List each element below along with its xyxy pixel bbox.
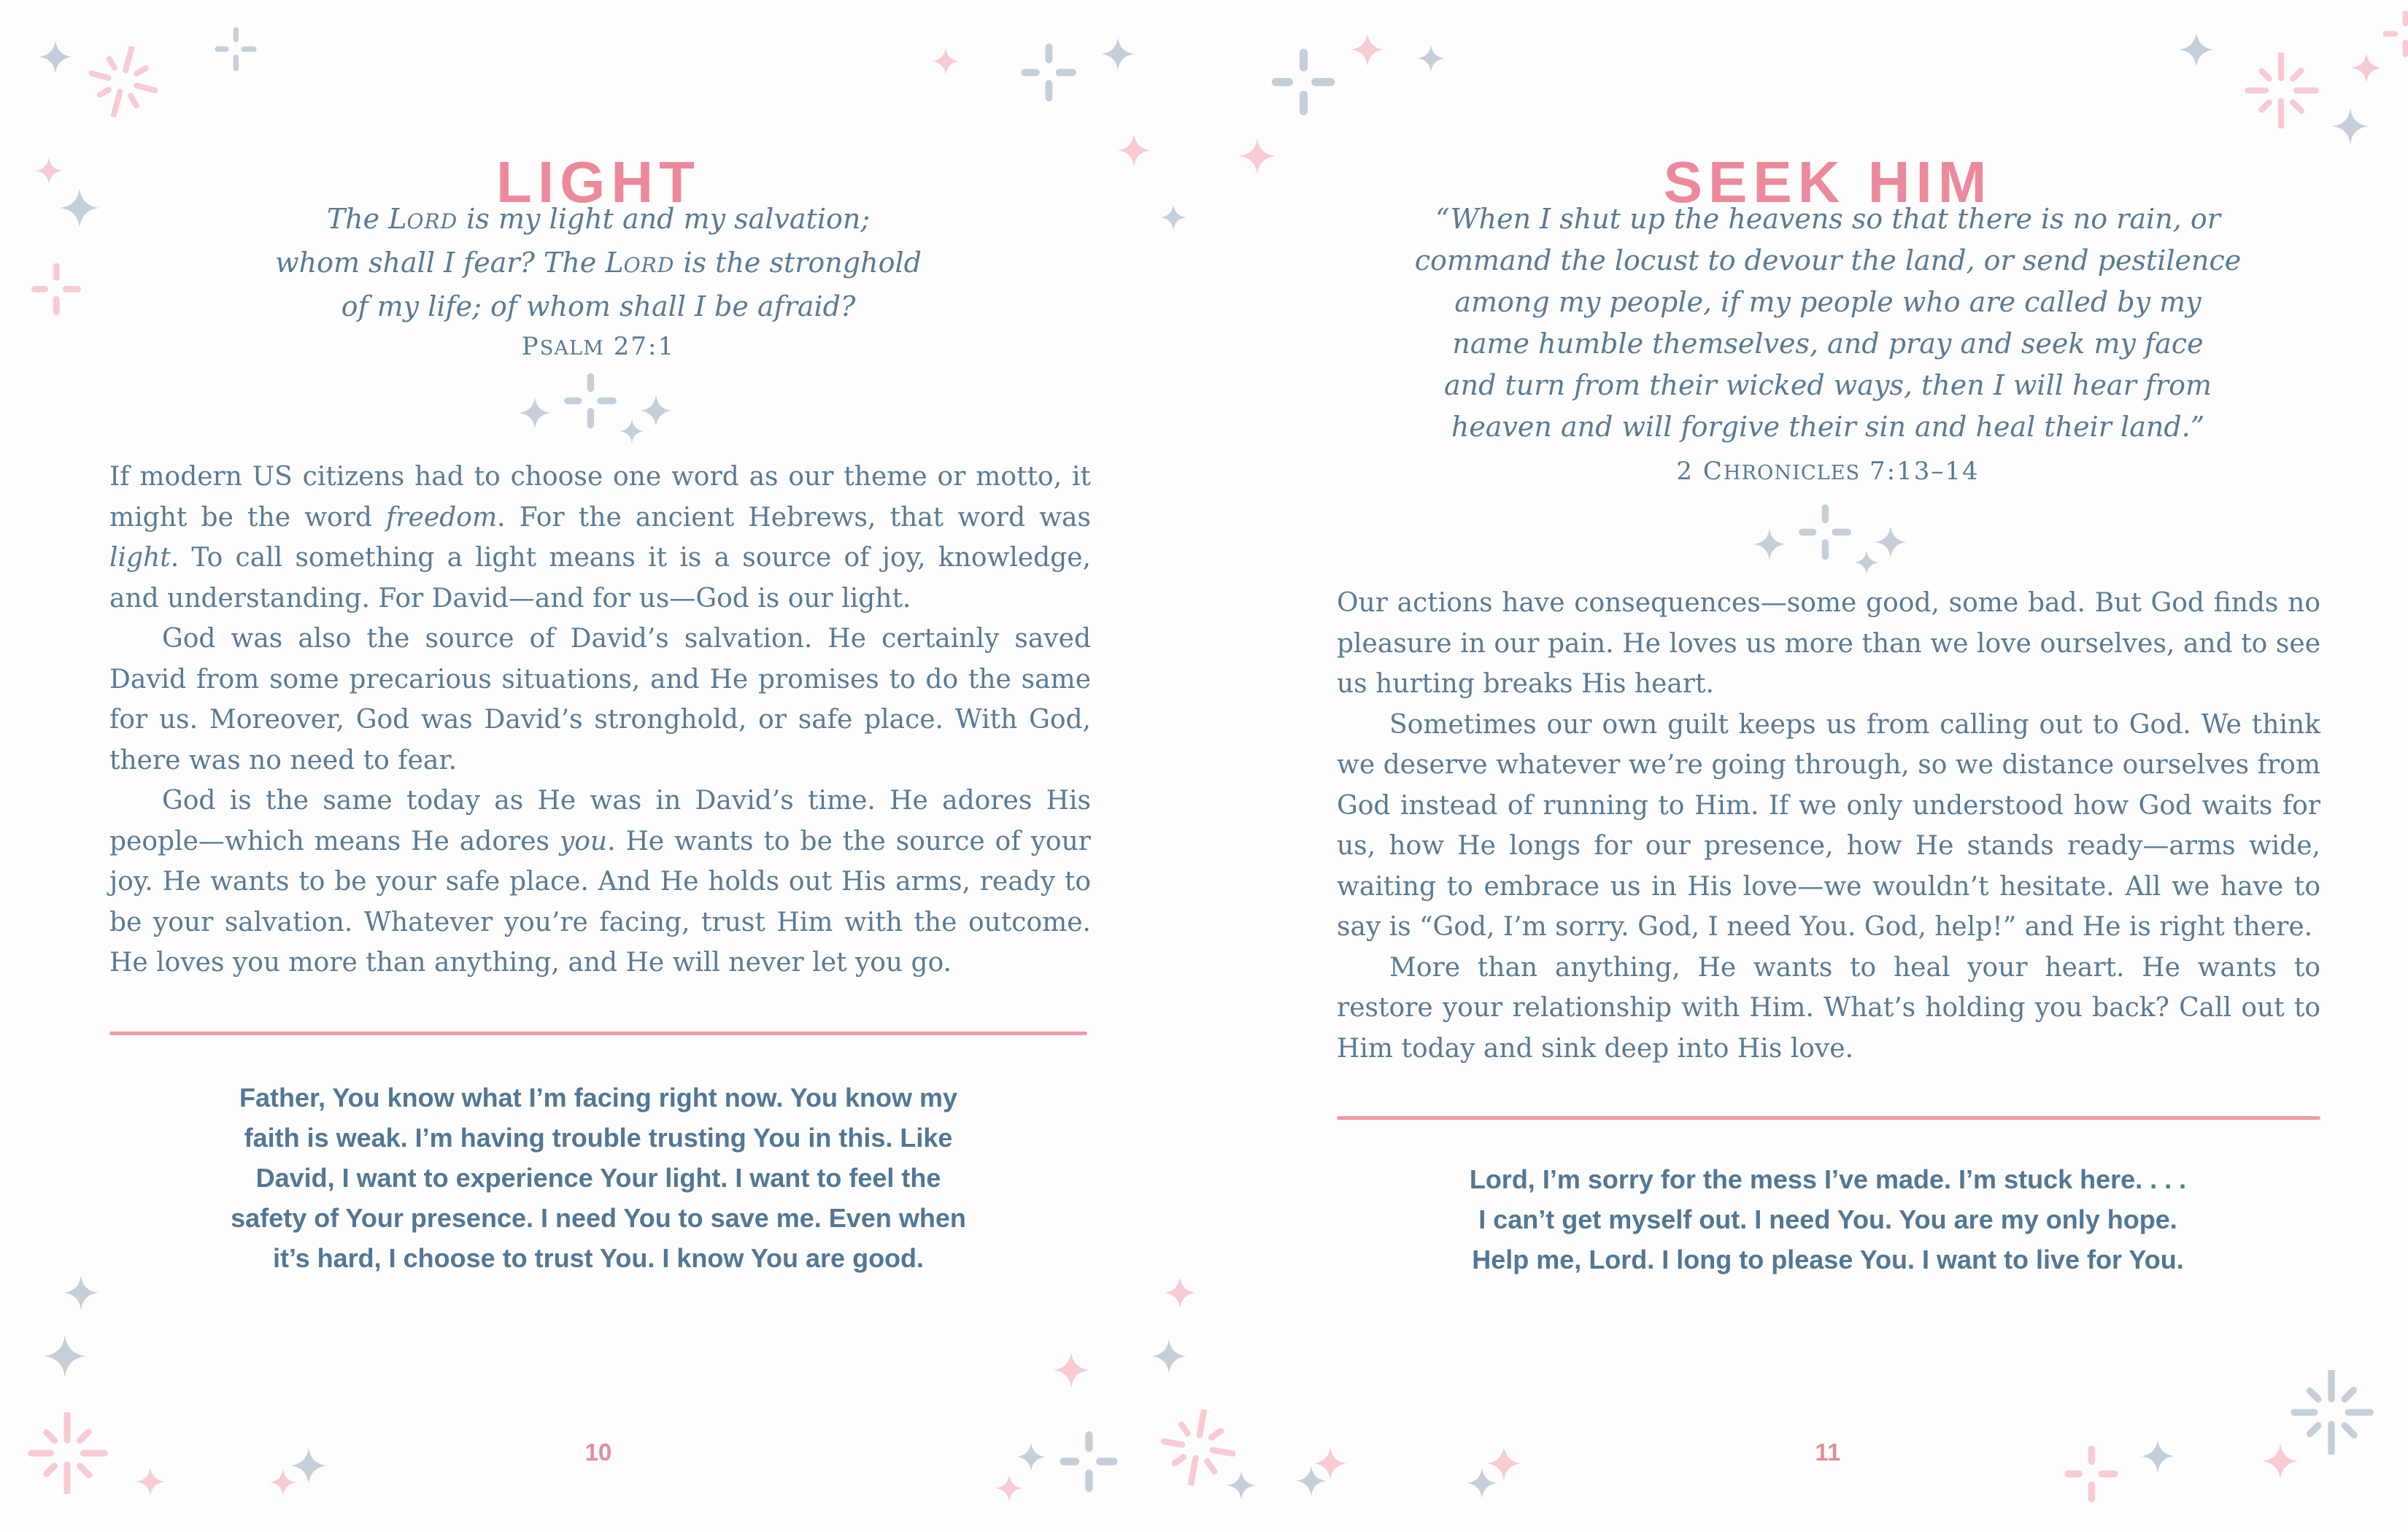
text-line: it’s hard, I choose to trust You. I know You are good.	[272, 1243, 925, 1273]
text-line	[1313, 282, 2342, 323]
star4-sparkle-icon	[2179, 32, 2214, 67]
text-segment: “When I shut up the heavens so that there is no rain, or	[1435, 203, 2220, 235]
text-segment: 7:13–14	[1860, 457, 1980, 486]
star4-sparkle-icon	[2332, 108, 2369, 144]
body-paragraph	[1337, 705, 2320, 948]
star4-sparkle-icon	[44, 1335, 86, 1377]
left-divider-rule	[109, 1032, 1087, 1035]
body-paragraph	[1337, 583, 2320, 705]
body-paragraph	[1337, 948, 2320, 1069]
text-line	[109, 198, 1087, 242]
text-segment: HRONICLES	[1723, 462, 1861, 484]
star4-sparkle-icon	[519, 397, 551, 429]
text-segment: heaven and will forgive their sin and heal their land.”	[1451, 411, 2205, 443]
star4-sparkle-icon	[39, 40, 72, 74]
text-segment: . He wants to be the source of your joy. He wants to be your safe place. And He holds out His arms, ready to be your salvation. Whatever you’re facing, trust Him with the outcome. He loves you more than anything, and He will never let you go.	[109, 826, 1091, 978]
text-segment: and turn from their wicked ways, then I will hear from	[1444, 369, 2212, 401]
star4-sparkle-icon	[1467, 1468, 1497, 1498]
text-segment: ORD	[623, 253, 675, 277]
star4-sparkle-icon	[60, 188, 99, 228]
text-line	[109, 242, 1087, 286]
text-segment: whom shall I fear? The L	[275, 247, 624, 279]
text-line: David, I want to experience Your light. I want to feel the	[255, 1163, 941, 1193]
text-segment: name humble themselves, and pray and seek my face	[1452, 328, 2204, 360]
right-page-title: SEEK HIM	[1663, 149, 1993, 214]
text-segment: of my life; of whom shall I be afraid?	[341, 290, 856, 322]
left-page-title: LIGHT	[496, 149, 701, 214]
right-scripture-quote	[1313, 198, 2342, 448]
text-segment: The L	[326, 203, 407, 235]
body-paragraph	[109, 457, 1091, 619]
star4-sparkle-icon	[1053, 1352, 1089, 1388]
plus-sparkle-icon	[2381, 9, 2408, 58]
star4-sparkle-icon	[136, 1467, 165, 1496]
left-prayer-text	[139, 1078, 1058, 1278]
star4-sparkle-icon	[995, 1474, 1023, 1502]
right-scripture-reference	[1321, 457, 2335, 488]
text-segment: command the locust to devour the land, or send pestilence	[1414, 244, 2242, 276]
text-line	[1313, 240, 2342, 282]
text-segment: is the stronghold	[674, 247, 922, 279]
star4-sparkle-icon	[1151, 1339, 1186, 1374]
star4-sparkle-icon	[1417, 45, 1445, 72]
text-line	[1313, 365, 2342, 406]
text-segment: among my people, if my people who are called by my	[1454, 286, 2201, 318]
burst-sparkle-icon	[78, 37, 167, 126]
star4-sparkle-icon	[1351, 33, 1384, 66]
star4-sparkle-icon	[1101, 37, 1135, 71]
text-segment: God was also the source of David’s salvation. He certainly saved David from some precarious situations, and He promises to do the same for us. Moreover, God was David’s stronghold, or safe place. With God, there was no need to fear.	[109, 624, 1091, 775]
left-page-number: 10	[584, 1439, 612, 1466]
text-line: safety of Your presence. I need You to save me. Even when	[231, 1203, 966, 1233]
star4-sparkle-icon	[932, 47, 960, 75]
right-page-number: 11	[1815, 1439, 1841, 1466]
left-scripture-quote	[109, 198, 1087, 328]
body-paragraph	[109, 619, 1091, 781]
text-line: I can’t get myself out. I need You. You are my only hope.	[1478, 1204, 2177, 1234]
text-segment: Sometimes our own guilt keeps us from calling out to God. We think we deserve whatever we’re going through, so we distance ourselves from God instead of running to Him. If we only understood how God waits for us, how He longs for our presence, how He stands ready—arms wide, waiting to embrace us in His love—we wouldn’t hesitate. All we have to say is “God, I’m sorry. God, I need You. God, help!” and He is right there.	[1337, 709, 2320, 942]
left-scripture-reference	[109, 332, 1087, 363]
text-segment: 2 C	[1676, 457, 1724, 486]
text-segment: is my light and my salvation;	[458, 203, 871, 235]
burst-sparkle-icon	[2243, 53, 2319, 128]
plus-sparkle-icon	[1269, 47, 1338, 116]
star4-sparkle-icon	[1164, 1277, 1196, 1309]
star4-sparkle-icon	[63, 1275, 99, 1310]
star4-sparkle-icon	[1753, 528, 1786, 560]
right-divider-rule	[1337, 1116, 2320, 1120]
text-segment: If modern US citizens had to choose one word as our theme or motto, it might be the word	[109, 462, 1091, 533]
text-line	[109, 286, 1087, 328]
text-segment: 27:1	[603, 332, 676, 361]
right-devotional-body	[1337, 583, 2320, 1069]
star4-sparkle-icon	[640, 395, 672, 427]
burst-sparkle-icon	[2289, 1370, 2374, 1455]
plus-sparkle-icon	[1797, 503, 1853, 560]
plus-sparkle-icon	[29, 262, 83, 316]
star4-sparkle-icon	[2141, 1439, 2174, 1473]
star4-sparkle-icon	[1875, 526, 1907, 558]
star4-sparkle-icon	[2351, 53, 2382, 83]
text-segment: SALM	[539, 337, 604, 360]
text-line	[1313, 406, 2342, 448]
star4-sparkle-icon	[2262, 1443, 2299, 1479]
plus-sparkle-icon	[2062, 1444, 2120, 1503]
text-segment: freedom	[386, 502, 498, 533]
plus-sparkle-icon	[562, 372, 619, 429]
star4-sparkle-icon	[1313, 1447, 1347, 1480]
text-segment: light	[109, 543, 171, 573]
text-segment: God is the same today as He was in David’s time. He adores His people—which means He adores	[109, 786, 1091, 856]
body-paragraph	[109, 781, 1091, 983]
text-line: Lord, I’m sorry for the mess I’ve made. I’m stuck here. . . .	[1469, 1164, 2187, 1194]
text-segment: ORD	[406, 209, 458, 233]
star4-sparkle-icon	[1160, 204, 1186, 231]
plus-sparkle-icon	[1057, 1430, 1120, 1493]
text-segment: Our actions have consequences—some good, some bad. But God finds no pleasure in our pain. He loves us more than we love ourselves, and to see us hurting breaks His heart.	[1337, 588, 2320, 699]
left-devotional-body	[109, 457, 1091, 983]
burst-sparkle-icon	[26, 1412, 108, 1494]
plus-sparkle-icon	[213, 26, 258, 71]
star4-sparkle-icon	[35, 157, 63, 185]
text-line	[1313, 198, 2342, 240]
text-line	[1313, 323, 2342, 365]
text-line: Help me, Lord. I long to please You. I want to live for You.	[1472, 1245, 2184, 1274]
text-segment: More than anything, He wants to heal your heart. He wants to restore your relationship with Him. What’s holding you back? Call out to Him today and sink deep into His love.	[1337, 952, 2320, 1064]
text-segment: P	[521, 332, 540, 361]
plus-sparkle-icon	[1019, 42, 1078, 102]
text-segment: . For the ancient Hebrews, that word was	[497, 502, 1091, 533]
right-prayer-text	[1357, 1159, 2299, 1280]
text-segment: you	[559, 826, 608, 856]
text-line: Father, You know what I’m facing right now. You know my	[239, 1083, 958, 1113]
text-segment: . To call something a light means it is a source of joy, knowledge, and understanding. For David—and for us—God is our light.	[109, 543, 1091, 614]
star4-sparkle-icon	[290, 1447, 327, 1484]
text-line: faith is weak. I’m having trouble trusting You in this. Like	[244, 1123, 953, 1153]
star4-sparkle-icon	[1227, 1471, 1256, 1500]
star4-sparkle-icon	[1117, 134, 1151, 167]
star4-sparkle-icon	[1239, 138, 1276, 174]
star4-sparkle-icon	[1016, 1442, 1046, 1471]
